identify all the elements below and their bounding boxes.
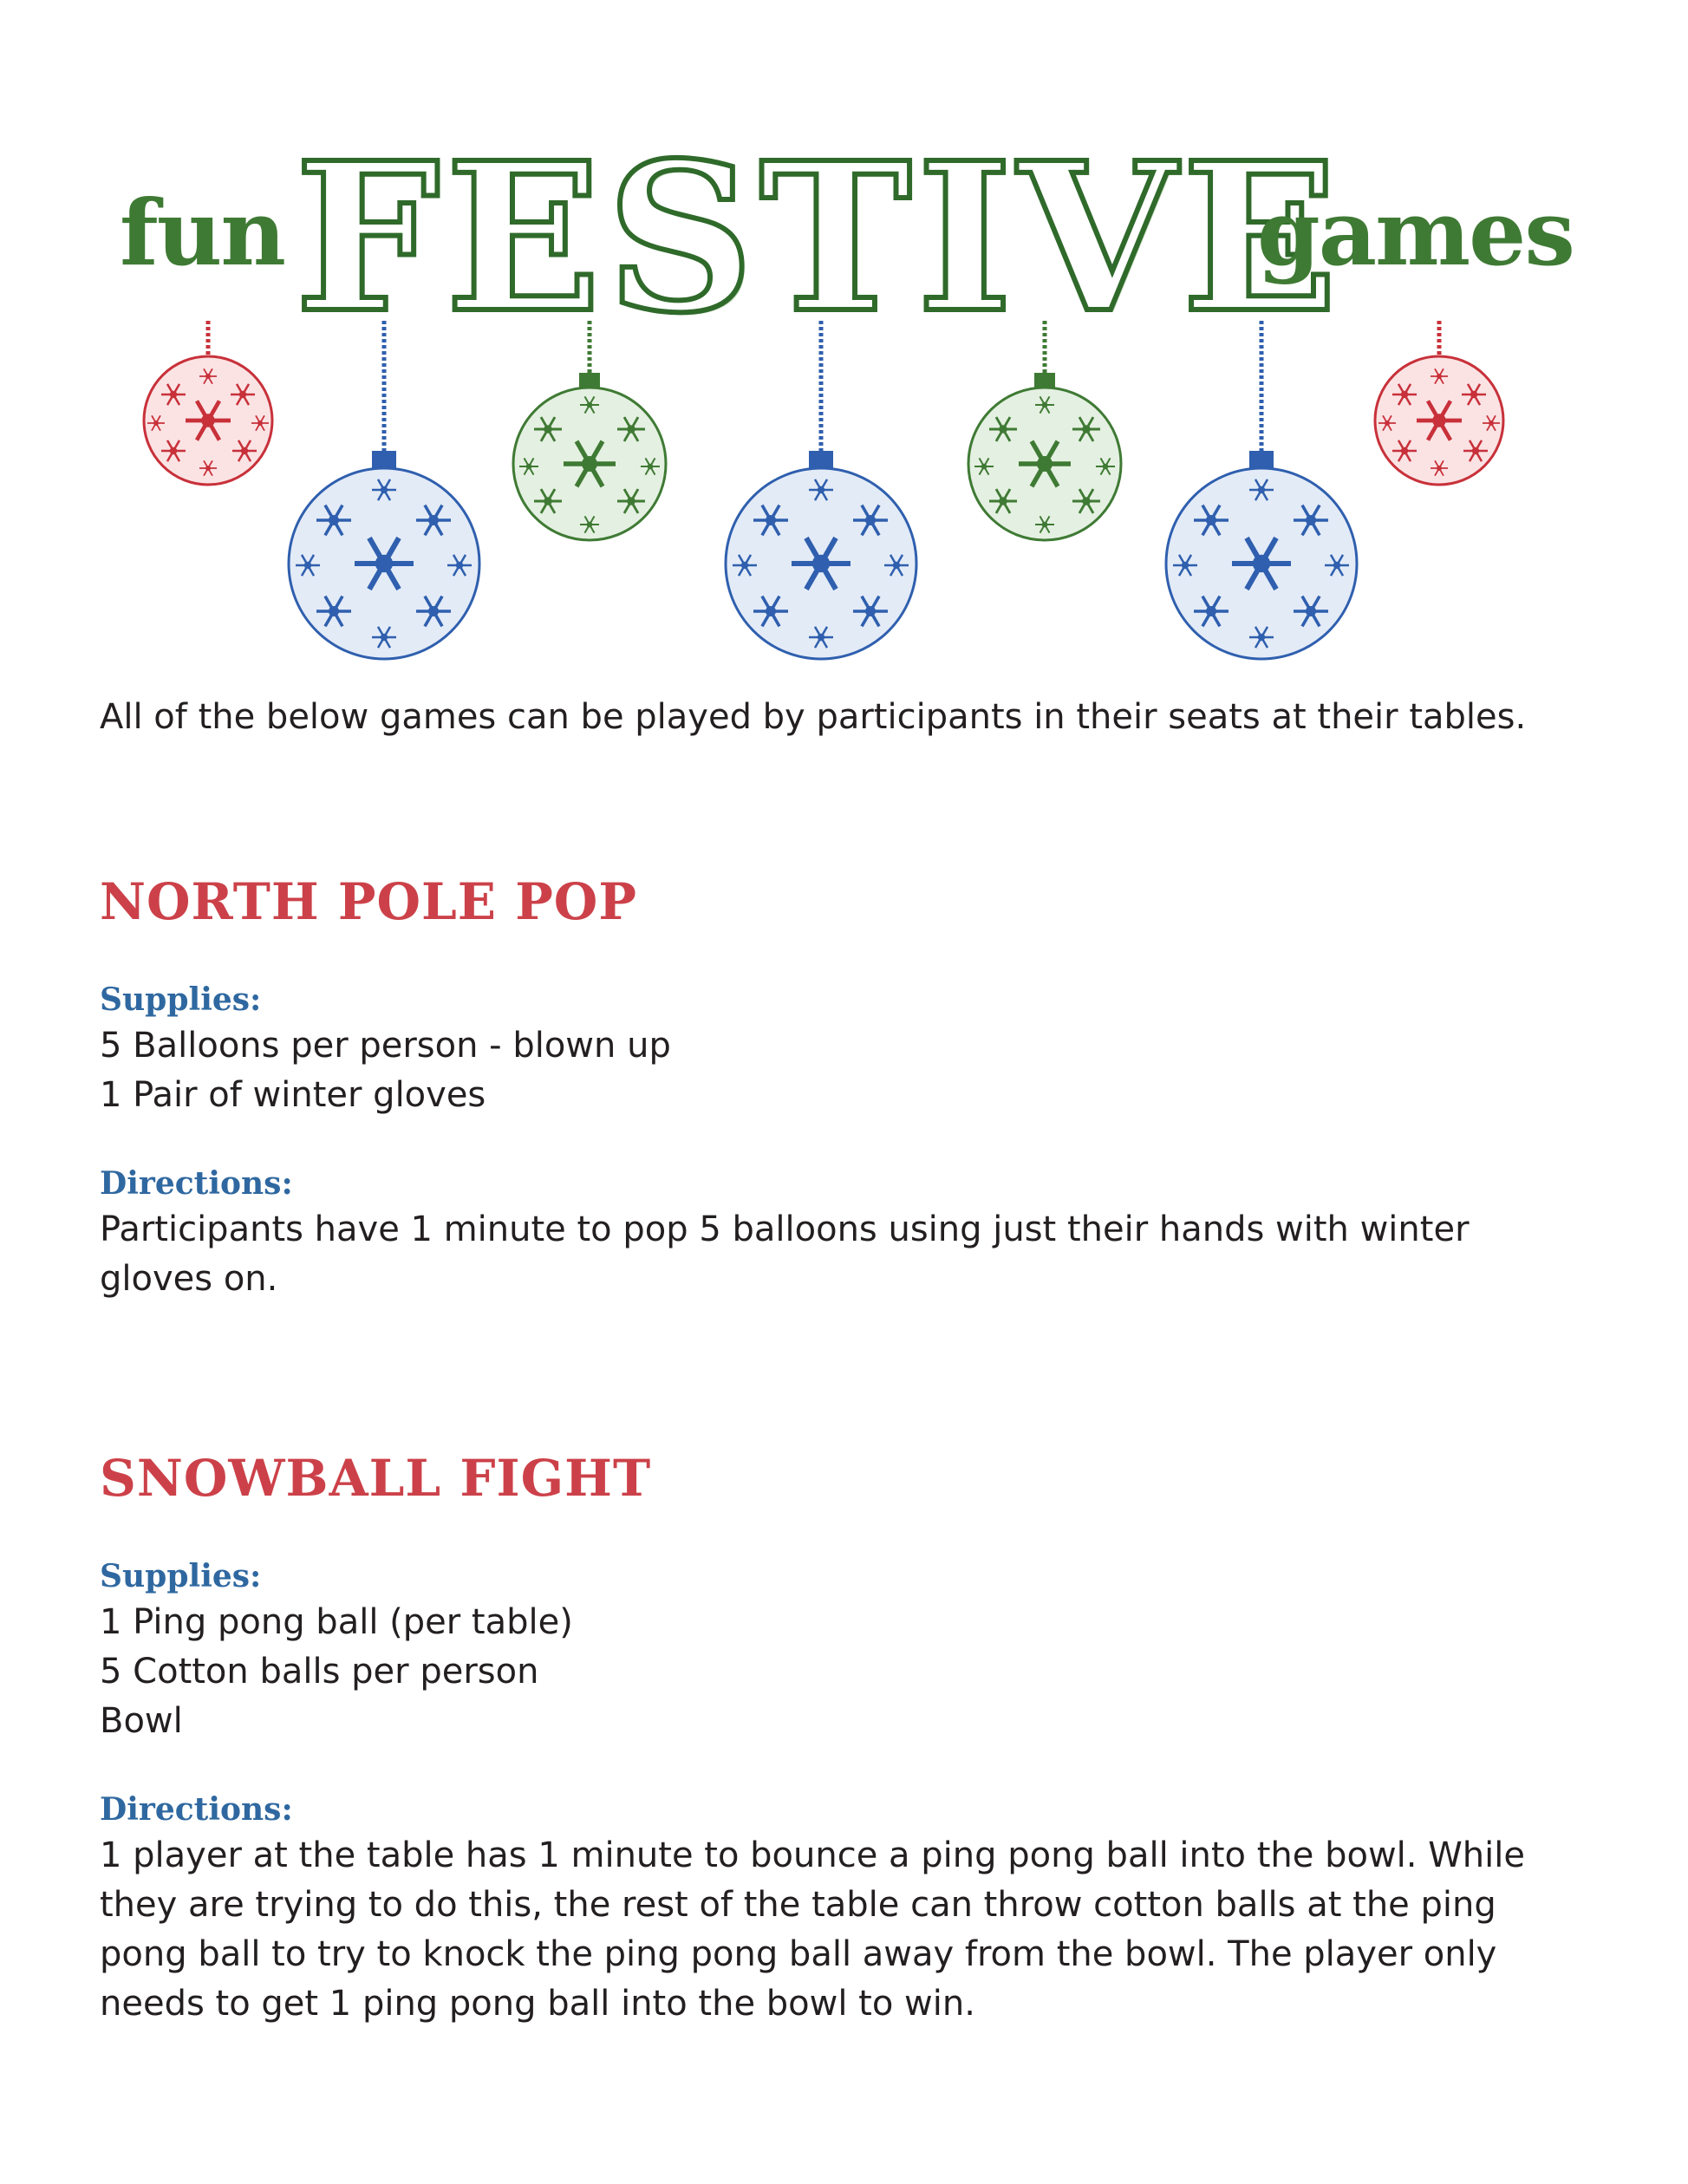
game-snowball-fight [100, 1444, 1626, 2029]
supply-item: 1 Pair of winter gloves [100, 1075, 486, 1115]
game-title: NORTH POLE POP [100, 872, 637, 931]
ornament-blue-1 [289, 321, 479, 659]
directions-heading: Directions: [100, 1165, 293, 1202]
title-games: games [1257, 179, 1574, 286]
title-festive: FESTIVE [295, 117, 1343, 358]
supply-item: 5 Cotton balls per person [100, 1652, 539, 1692]
intro-text: All of the below games can be played by participants in their seats at their tables. [100, 697, 1527, 737]
title-fun: fun [120, 179, 284, 286]
ornament-green-2 [968, 321, 1121, 540]
supplies-heading: Supplies: [100, 981, 262, 1018]
ornament-green-1 [513, 321, 666, 540]
supply-item: Bowl [100, 1701, 183, 1741]
directions-heading: Directions: [100, 1791, 293, 1828]
ornaments-decoration [0, 321, 1688, 668]
ornament-red-right [1375, 321, 1503, 485]
ornament-red-left [144, 321, 272, 485]
game-title: SNOWBALL FIGHT [100, 1449, 652, 1508]
page-title [104, 117, 1578, 358]
supplies-heading: Supplies: [100, 1558, 262, 1594]
ornament-blue-3 [1166, 321, 1357, 659]
game-north-pole-pop [100, 867, 1626, 1304]
ornament-blue-2 [726, 321, 916, 659]
directions-text: 1 player at the table has 1 minute to bounce a ping pong ball into the bowl. While they are trying to do this, the rest of the table can throw cotton balls at the ping pong ball to try to knock the ping pong ball away from the bowl. The player only needs to get 1 ping pong ball into the bowl to win. [100, 1835, 1525, 2024]
supply-item: 1 Ping pong ball (per table) [100, 1602, 573, 1642]
directions-text: Participants have 1 minute to pop 5 balloons using just their hands with winter gloves on. [100, 1209, 1470, 1299]
supply-item: 5 Balloons per person - blown up [100, 1026, 671, 1066]
